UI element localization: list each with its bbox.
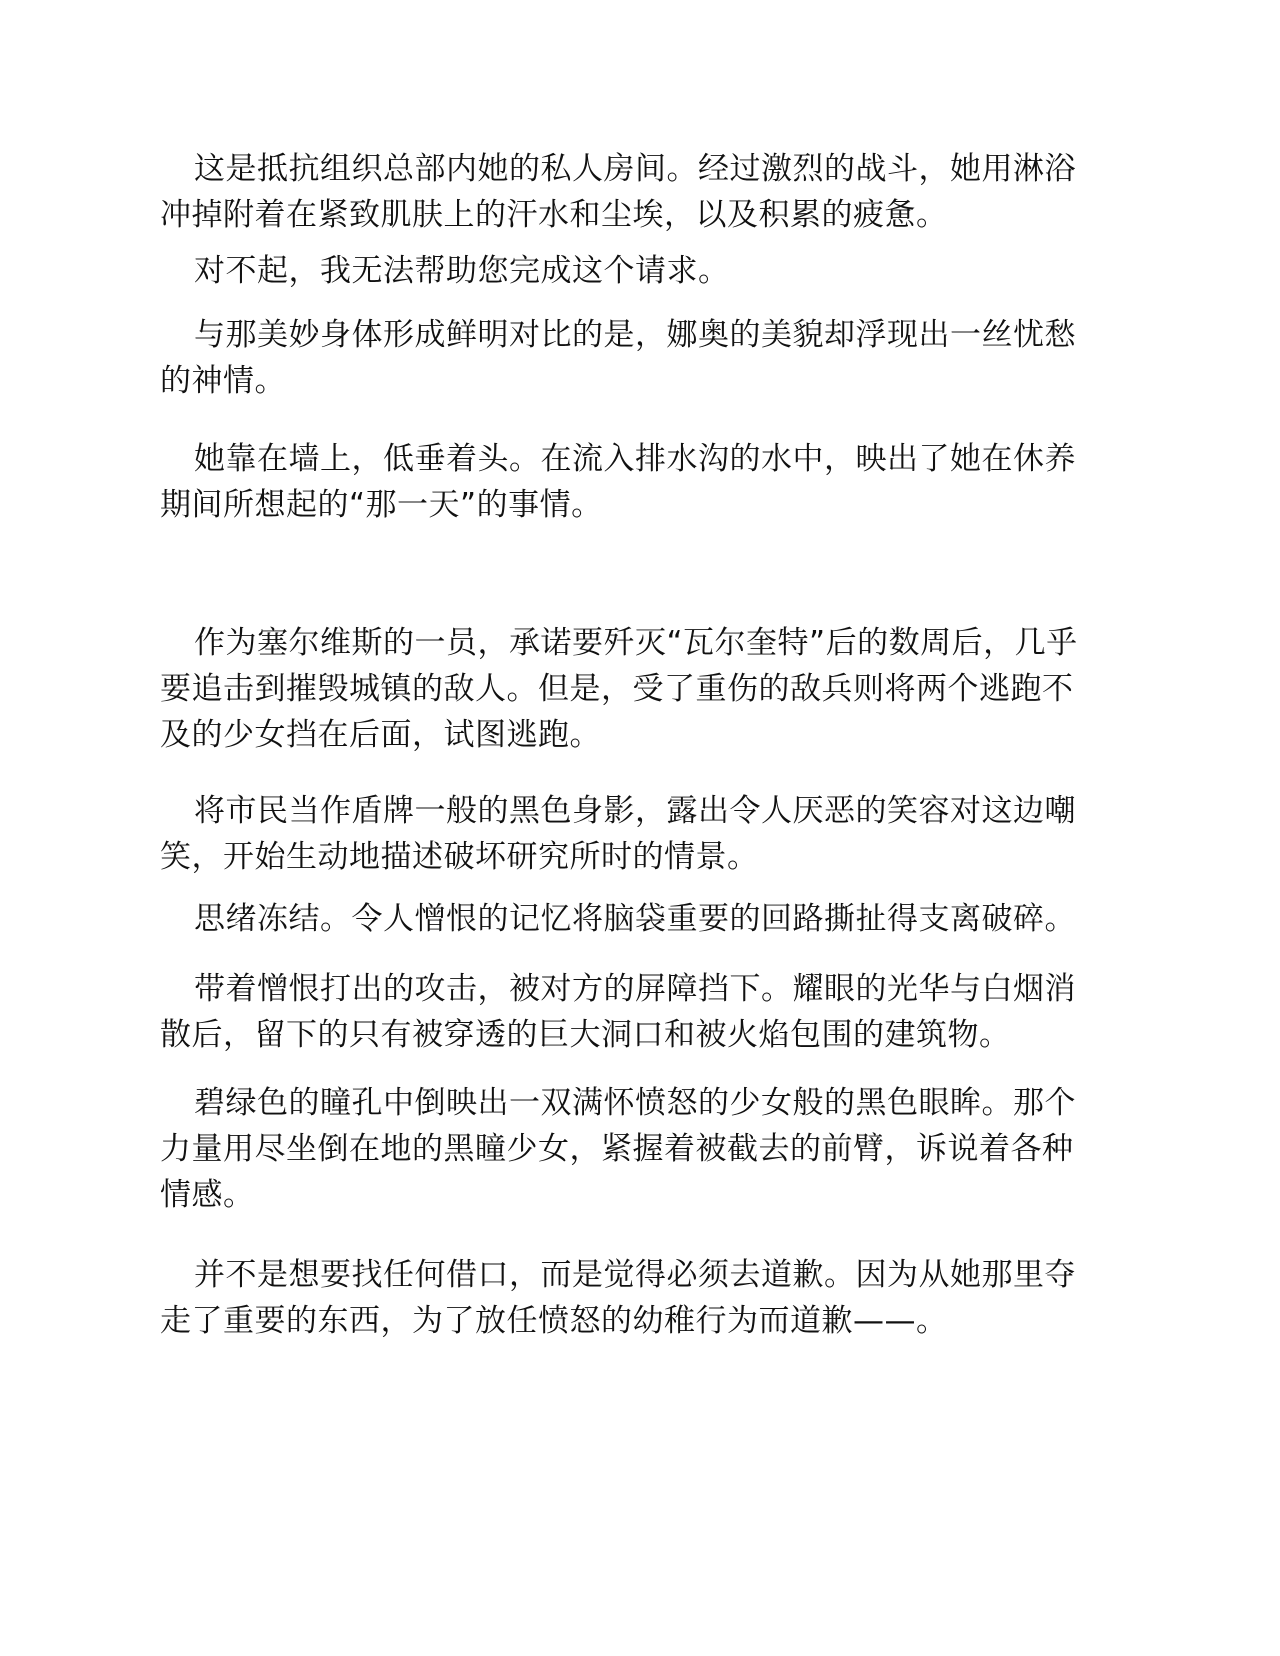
paragraph-8: 带着憎恨打出的攻击，被对方的屏障挡下。耀眼的光华与白烟消散后，留下的只有被穿透的巨大洞口和被火焰包围的建筑物。 [160,971,1076,1053]
paragraph-7: 思绪冻结。令人憎恨的记忆将脑袋重要的回路撕扯得支离破碎。 [194,901,1076,937]
paragraph-2: 对不起，我无法帮助您完成这个请求。 [194,253,730,289]
paragraph-10: 并不是想要找任何借口，而是觉得必须去道歉。因为从她那里夺走了重要的东西，为了放任愤怒的幼稚行为而道歉——。 [160,1257,1076,1339]
paragraph-1: 这是抵抗组织总部内她的私人房间。经过激烈的战斗，她用淋浴冲掉附着在紧致肌肤上的汗水和尘埃，以及积累的疲惫。 [160,151,1076,233]
paragraph-3: 与那美妙身体形成鲜明对比的是，娜奥的美貌却浮现出一丝忧愁的神情。 [160,317,1076,399]
paragraph-5: 作为塞尔维斯的一员，承诺要歼灭“瓦尔奎特”后的数周后，几乎要追击到摧毁城镇的敌人。但是，受了重伤的敌兵则将两个逃跑不及的少女挡在后面，试图逃跑。 [160,625,1078,753]
paragraph-4: 她靠在墙上，低垂着头。在流入排水沟的水中，映出了她在休养期间所想起的“那一天”的事情。 [160,441,1076,523]
paragraph-6: 将市民当作盾牌一般的黑色身影，露出令人厌恶的笑容对这边嘲笑，开始生动地描述破坏研究所时的情景。 [160,793,1076,875]
paragraph-9: 碧绿色的瞳孔中倒映出一双满怀愤怒的少女般的黑色眼眸。那个力量用尽坐倒在地的黑瞳少女，紧握着被截去的前臂，诉说着各种情感。 [160,1085,1076,1213]
